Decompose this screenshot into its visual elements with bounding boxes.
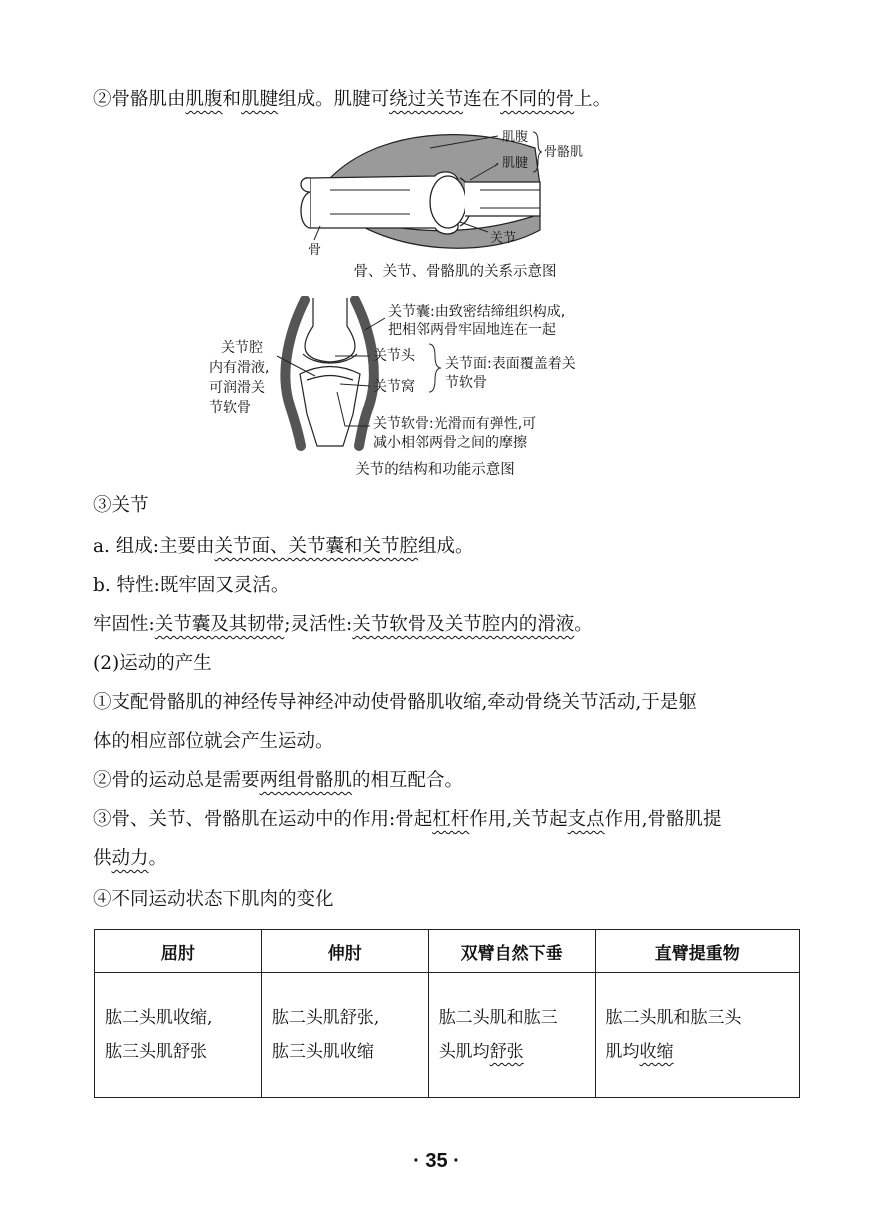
label-bone: 骨 <box>308 243 322 258</box>
label-joint-surface-2: 节软骨 <box>445 375 487 391</box>
motion-para3-line1: ③骨、关节、骨骼肌在运动中的作用:骨起杠杆作用,关节起支点作用,骨骼肌提 <box>93 809 722 830</box>
page-number: · 35 · <box>413 1150 460 1172</box>
term-muscle-belly: 肌腹 <box>185 89 223 110</box>
label-joint-surface-1: 关节面:表面覆盖着关 <box>445 356 576 372</box>
bone-joint-muscle-diagram <box>290 118 620 288</box>
motion-para1-line1: ①支配骨骼肌的神经传导神经冲动使骨骼肌收缩,牵动骨绕关节活动,于是躯 <box>93 692 697 713</box>
motion-para3-line2: 供动力。 <box>93 848 168 869</box>
label-joint-capsule-1: 关节囊:由致密结缔组织构成, <box>388 304 566 320</box>
label-articular-cartilage-2: 减小相邻两骨之间的摩擦 <box>373 435 527 451</box>
table-cell: 肱二头肌收缩, 肱三头肌舒张 <box>95 973 262 1098</box>
term-relaxed: 舒张 <box>489 1042 524 1062</box>
joint-composition: a. 组成:主要由关节面、关节囊和关节腔组成。 <box>93 536 474 557</box>
label-muscle-belly: 肌腹 <box>502 130 529 145</box>
label-joint-cavity-3: 可润滑关 <box>209 380 265 396</box>
lower-bone <box>300 367 360 447</box>
label-skeletal-muscle: 骨骼肌 <box>544 145 584 160</box>
label-joint: 关节 <box>490 231 517 246</box>
label-joint-head: 关节头 <box>373 348 415 364</box>
term-power: 动力 <box>111 848 149 869</box>
muscle-state-table <box>94 929 800 1098</box>
term-lever: 杠杆 <box>432 809 470 830</box>
motion-para1-line2: 体的相应部位就会产生运动。 <box>93 731 334 752</box>
label-joint-cavity-1: 关节腔 <box>221 340 263 356</box>
joint-feature: b. 特性:既牢固又灵活。 <box>93 575 290 596</box>
term-two-muscle-groups: 两组骨骼肌 <box>259 770 353 791</box>
figure1-caption: 骨、关节、骨骼肌的关系示意图 <box>353 264 557 280</box>
para-muscle-composition: ②骨骼肌由肌腹和肌腱组成。肌腱可绕过关节连在不同的骨上。 <box>93 89 612 110</box>
motion-para2: ②骨的运动总是需要两组骨骼肌的相互配合。 <box>93 770 464 791</box>
table-header: 屈肘 <box>95 930 262 973</box>
term-cartilage-fluid: 关节软骨及关节腔内的滑液 <box>352 614 575 635</box>
term-joint-parts: 关节面、关节囊和关节腔 <box>214 536 419 557</box>
bone-left-end <box>301 178 310 228</box>
label-joint-cavity-4: 节软骨 <box>209 400 251 416</box>
term-different-bones: 不同的骨 <box>500 89 575 110</box>
term-contracted: 收缩 <box>639 1042 674 1062</box>
label-joint-cavity-2: 内有滑液, <box>209 360 270 376</box>
joint-firmness-flexibility: 牢固性:关节囊及其韧带;灵活性:关节软骨及关节腔内的滑液。 <box>93 614 593 635</box>
bone-lower-shaft <box>465 182 540 216</box>
table-cell: 肱二头肌舒张, 肱三头肌收缩 <box>261 973 428 1098</box>
joint-heading: ③关节 <box>93 495 149 516</box>
upper-bone <box>305 298 355 362</box>
table-header: 双臂自然下垂 <box>428 930 595 973</box>
table-header-row <box>95 930 800 973</box>
term-across-joint: 绕过关节 <box>389 89 464 110</box>
label-tendon: 肌腱 <box>502 156 529 171</box>
table-header: 伸肘 <box>261 930 428 973</box>
label-joint-socket: 关节窝 <box>373 379 415 395</box>
term-capsule-ligament: 关节囊及其韧带 <box>154 614 285 635</box>
figure2-caption: 关节的结构和功能示意图 <box>355 462 515 478</box>
joint-structure-diagram <box>195 296 665 486</box>
table-row <box>95 973 800 1098</box>
term-tendon: 肌腱 <box>241 89 279 110</box>
joint-head <box>430 176 466 228</box>
label-joint-capsule-2: 把相邻两骨牢固地连在一起 <box>388 322 556 338</box>
label-articular-cartilage-1: 关节软骨:光滑而有弹性,可 <box>373 416 537 432</box>
table-cell: 肱二头肌和肱三头 肌均收缩 <box>595 973 799 1098</box>
table-header: 直臂提重物 <box>595 930 799 973</box>
table-cell: 肱二头肌和肱三 头肌均舒张 <box>428 973 595 1098</box>
motion-heading: (2)运动的产生 <box>93 653 212 674</box>
motion-para4: ④不同运动状态下肌肉的变化 <box>93 889 334 910</box>
term-fulcrum: 支点 <box>567 809 605 830</box>
